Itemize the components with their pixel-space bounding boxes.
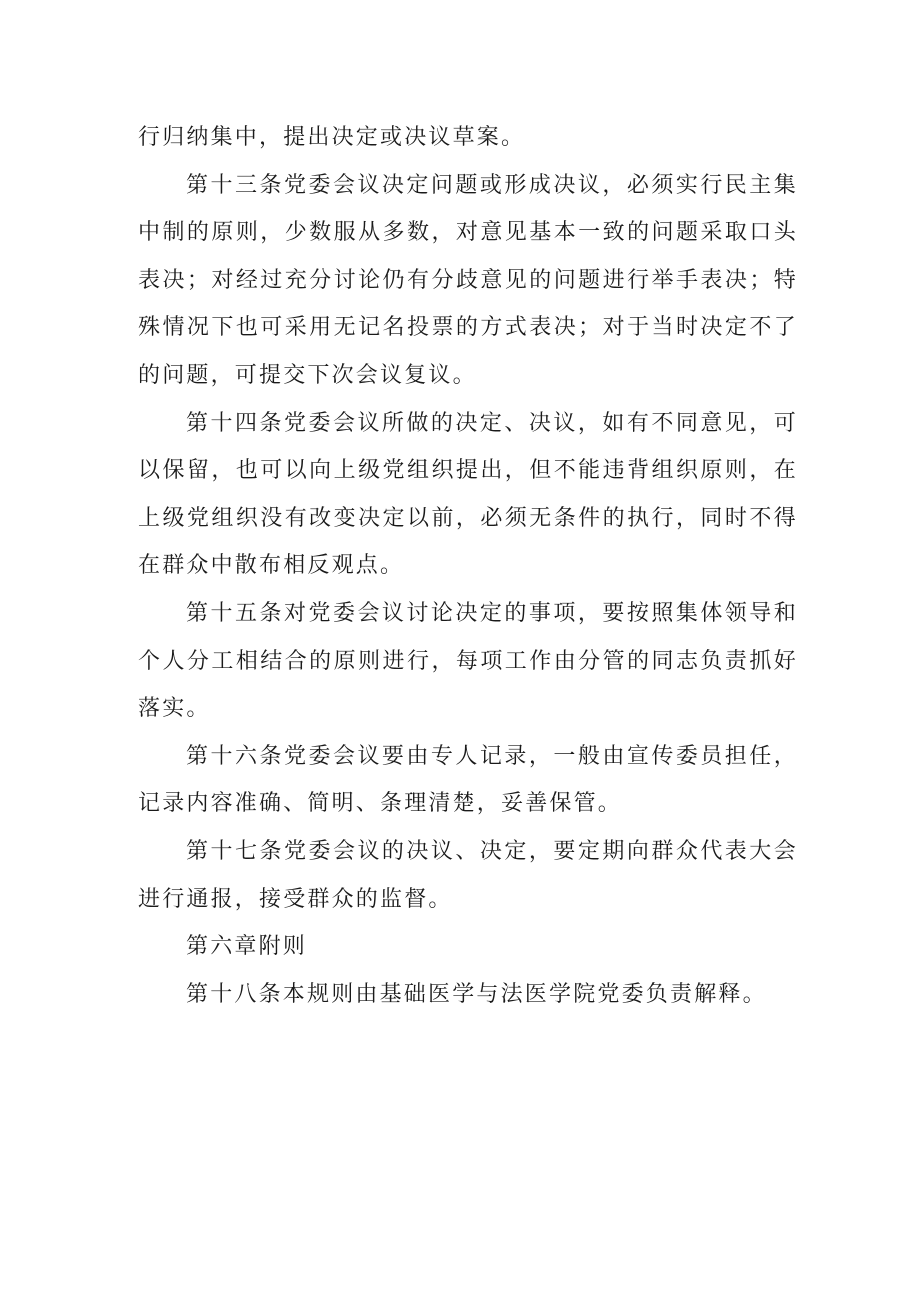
paragraph-article-16: 第十六条党委会议要由专人记录，一般由宣传委员担任，记录内容准确、简明、条理清楚，妥善保管。	[138, 743, 798, 817]
chapter-heading: 第六章附则	[186, 934, 308, 960]
paragraph-article-17: 第十七条党委会议的决议、决定，要定期向群众代表大会进行通报，接受群众的监督。	[138, 838, 798, 912]
paragraph-article-14: 第十四条党委会议所做的决定、决议，如有不同意见，可以保留，也可以向上级党组织提出，但不能违背组织原则，在上级党组织没有改变决定以前，必须无条件的执行，同时不得在群众中散布相反观点。	[138, 410, 798, 579]
paragraph-article-15: 第十五条对党委会议讨论决定的事项，要按照集体领导和个人分工相结合的原则进行，每项工作由分管的同志负责抓好落实。	[138, 600, 798, 722]
paragraph-continuation: 行归纳集中，提出决定或决议草案。	[138, 125, 526, 150]
document-body	[138, 114, 798, 1018]
paragraph-article-13: 第十三条党委会议决定问题或形成决议，必须实行民主集中制的原则，少数服从多数，对意见基本一致的问题采取口头表决；对经过充分讨论仍有分歧意见的问题进行举手表决；特殊情况下也可采用无记名投票的方式表决；对于当时决定不了的问题，可提交下次会议复议。	[138, 172, 798, 388]
paragraph-article-18: 第十八条本规则由基础医学与法医学院党委负责解释。	[186, 981, 767, 1007]
